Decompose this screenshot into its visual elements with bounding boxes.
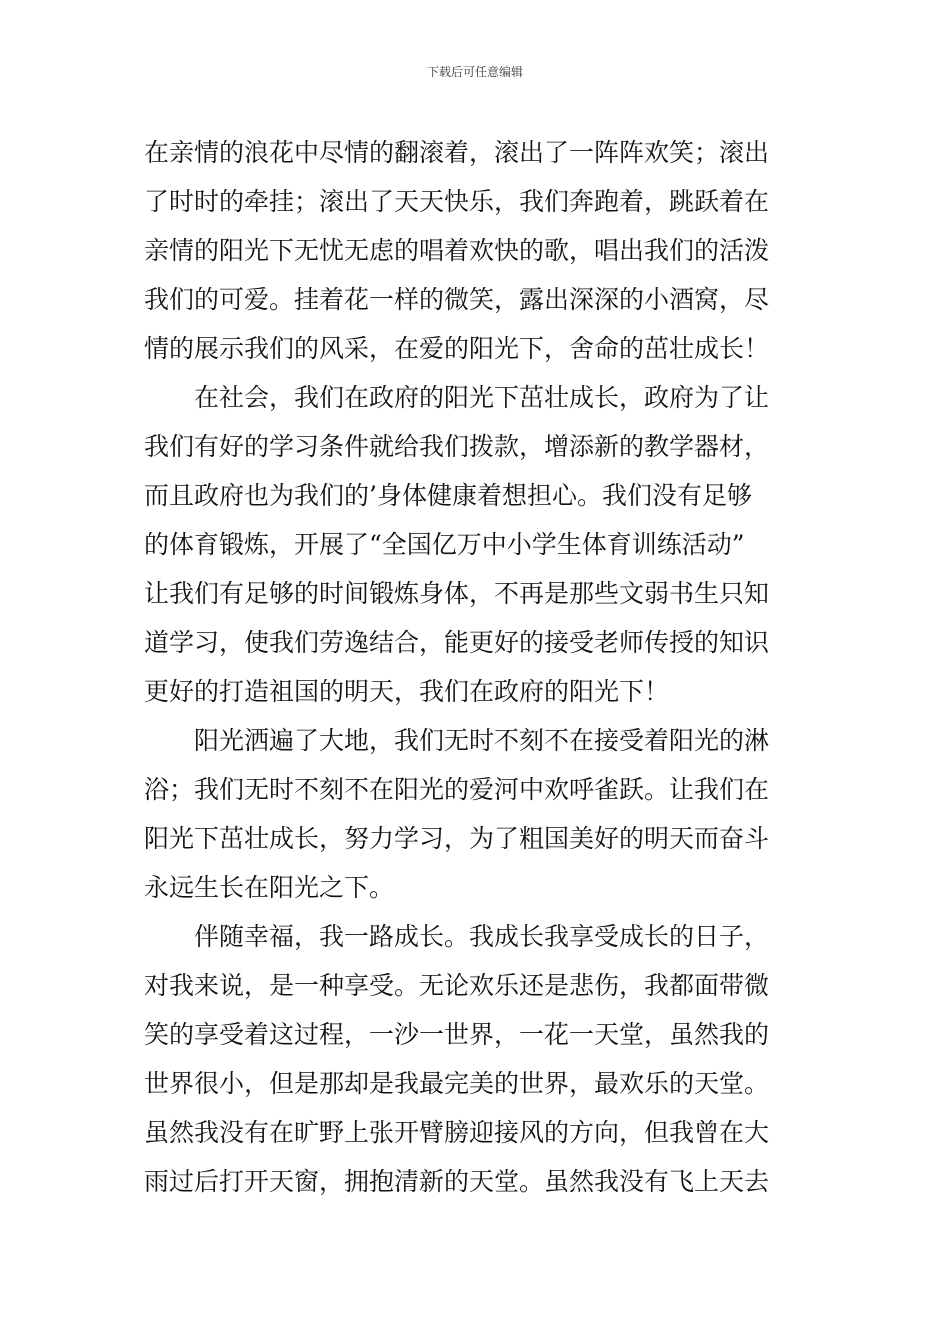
body-text — [144, 128, 808, 1206]
text-line: 对我来说，是一种享受。无论欢乐还是悲伤，我都面带微 — [144, 971, 770, 1000]
text-line: 虽然我没有在旷野上张开臂膀迎接风的方向，但我曾在大 — [144, 1118, 770, 1147]
text-line: 在社会，我们在政府的阳光下茁壮成长，政府为了让 — [194, 383, 770, 412]
page-header: 下载后可任意编辑 — [426, 65, 523, 79]
text-line: 雨过后打开天窗，拥抱清新的天堂。虽然我没有飞上天去 — [144, 1167, 770, 1196]
text-line: 而且政府也为我们的’身体健康着想担心。我们没有足够 — [144, 481, 752, 510]
text-line: 更好的打造祖国的明天，我们在政府的阳光下！ — [144, 677, 670, 706]
text-line: 阳光洒遍了大地，我们无时不刻不在接受着阳光的淋 — [194, 726, 770, 755]
text-line: 笑的享受着这过程，一沙一世界，一花一天堂，虽然我的 — [144, 1020, 770, 1049]
text-line: 的体育锻炼，开展了“全国亿万中小学生体育训练活动” — [144, 530, 745, 559]
text-line: 情的展示我们的风采，在爱的阳光下，舍命的茁壮成长！ — [144, 334, 770, 363]
text-line: 我们的可爱。挂着花一样的微笑，露出深深的小酒窝，尽 — [144, 285, 770, 314]
text-line: 道学习，使我们劳逸结合，能更好的接受老师传授的知识 — [144, 628, 770, 657]
text-line: 亲情的阳光下无忧无虑的唱着欢快的歌，唱出我们的活泼 — [144, 236, 770, 265]
text-line: 伴随幸福，我一路成长。我成长我享受成长的日子， — [194, 922, 770, 951]
text-line: 永远生长在阳光之下。 — [144, 873, 395, 902]
text-line: 浴；我们无时不刻不在阳光的爱河中欢呼雀跃。让我们在 — [144, 775, 770, 804]
text-line: 阳光下茁壮成长，努力学习，为了粗国美好的明天而奋斗 — [144, 824, 770, 853]
text-line: 在亲情的浪花中尽情的翻滚着，滚出了一阵阵欢笑；滚出 — [144, 138, 770, 167]
text-line: 世界很小，但是那却是我最完美的世界，最欢乐的天堂。 — [144, 1069, 770, 1098]
text-line: 让我们有足够的时间锻炼身体，不再是那些文弱书生只知 — [144, 579, 770, 608]
text-line: 了时时的牵挂；滚出了天天快乐，我们奔跑着，跳跃着在 — [144, 187, 770, 216]
text-line: 我们有好的学习条件就给我们拨款，增添新的教学器材， — [144, 432, 770, 461]
